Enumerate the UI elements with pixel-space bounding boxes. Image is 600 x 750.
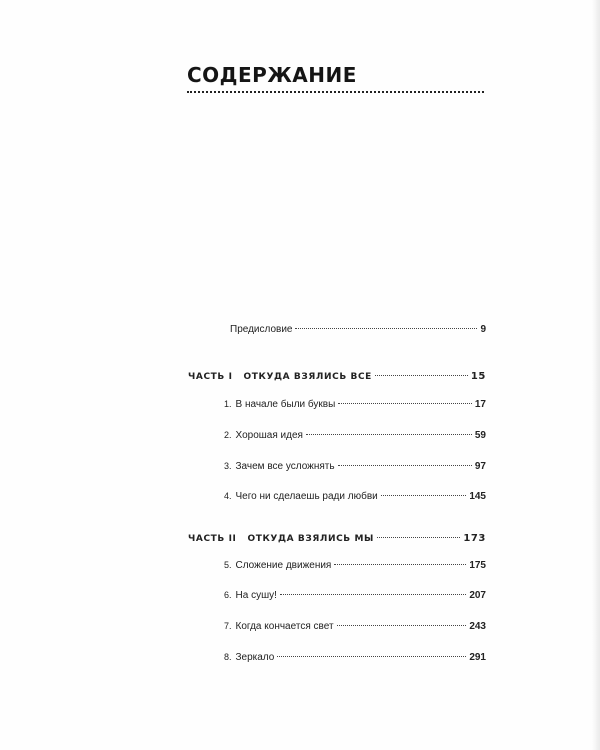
chapter-number: 3. [224, 461, 232, 471]
dot-leader [381, 495, 467, 496]
chapter-title: Зеркало [235, 652, 275, 663]
dot-leader [280, 594, 466, 595]
toc-entry-title: Предисловие [230, 324, 293, 335]
chapter-number: 1. [224, 399, 232, 409]
chapter-number: 2. [224, 430, 232, 440]
toc-chapter-3[interactable] [224, 459, 486, 474]
chapter-page: 59 [474, 430, 486, 441]
part-title: ОТКУДА ВЗЯЛИСЬ ВСЕ [243, 372, 372, 382]
toc-entry-page: 9 [480, 324, 486, 335]
chapter-page: 207 [469, 590, 486, 601]
toc-chapter-7[interactable] [224, 619, 486, 634]
chapter-title: Когда кончается свет [235, 621, 334, 632]
part-label: ЧАСТЬ II [188, 534, 237, 544]
toc-chapter-4[interactable] [224, 489, 486, 504]
toc-entry-preface[interactable] [230, 323, 486, 337]
dot-leader [377, 537, 460, 538]
chapter-page: 17 [474, 399, 486, 410]
part-page: 173 [463, 533, 486, 544]
toc-chapter-1[interactable] [224, 397, 486, 412]
chapter-page: 175 [469, 560, 486, 571]
dot-leader [277, 656, 466, 657]
chapter-number: 7. [224, 621, 232, 631]
chapter-title: Хорошая идея [235, 430, 303, 441]
dot-leader [337, 625, 467, 626]
dot-leader [295, 328, 477, 329]
chapter-number: 8. [224, 652, 232, 662]
toc-chapter-8[interactable] [224, 650, 486, 665]
dot-leader [334, 564, 466, 565]
chapter-title: Чего ни сделаешь ради любви [235, 491, 378, 502]
chapter-title: Зачем все усложнять [235, 461, 335, 472]
dot-leader [338, 465, 472, 466]
toc-chapter-5[interactable] [224, 558, 486, 573]
page-title: СОДЕРЖАНИЕ [187, 63, 357, 87]
toc-chapter-6[interactable] [224, 588, 486, 603]
chapter-title: Сложение движения [235, 560, 332, 571]
chapter-number: 5. [224, 560, 232, 570]
part-page: 15 [470, 371, 486, 382]
dot-leader [375, 375, 468, 376]
toc-part-1[interactable] [188, 370, 486, 384]
toc-chapter-2[interactable] [224, 428, 486, 443]
chapter-number: 4. [224, 491, 232, 501]
dot-leader [306, 434, 472, 435]
part-title: ОТКУДА ВЗЯЛИСЬ МЫ [247, 534, 374, 544]
part-label: ЧАСТЬ I [188, 372, 233, 382]
dot-leader [338, 403, 472, 404]
chapter-title: На сушу! [235, 590, 277, 601]
chapter-page: 291 [469, 652, 486, 663]
chapter-page: 243 [469, 621, 486, 632]
chapter-page: 97 [474, 461, 486, 472]
chapter-number: 6. [224, 590, 232, 600]
chapter-title: В начале были буквы [235, 399, 336, 410]
toc-part-2[interactable] [188, 532, 486, 546]
chapter-page: 145 [469, 491, 486, 502]
